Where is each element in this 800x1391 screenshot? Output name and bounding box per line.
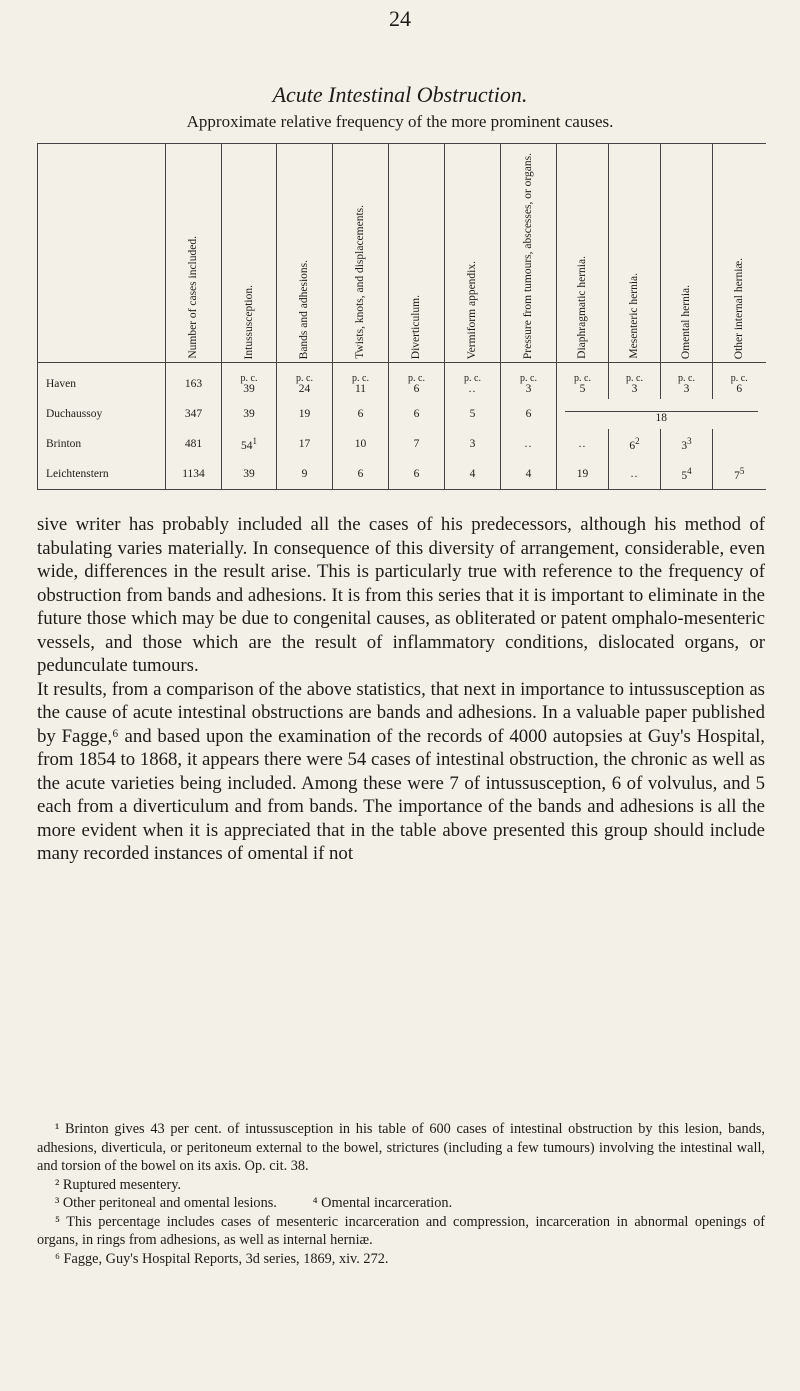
table-cell: 6 xyxy=(389,459,445,490)
table-header-row xyxy=(38,144,766,363)
row-label: Haven xyxy=(38,363,166,400)
body-text xyxy=(37,513,765,866)
table-cell: .. xyxy=(501,429,557,459)
header-intussusception: Intussusception. xyxy=(222,144,277,363)
table-cell: p. c. 3 xyxy=(501,363,557,400)
footnote: ² Ruptured mesentery. xyxy=(55,1176,182,1193)
header-source xyxy=(38,144,166,363)
table-cell: $6^2$ xyxy=(609,429,661,459)
header-cases: Number of cases included. xyxy=(166,144,222,363)
table-cell: 19 xyxy=(557,459,609,490)
footnote: ³ Other peritoneal and omental lesions. ⁴ Omental incarceration. xyxy=(55,1195,453,1211)
header-diverticulum: Diverticulum. xyxy=(389,144,445,363)
header-mesenteric: Mesenteric hernia. xyxy=(609,144,661,363)
table-cell: 481 xyxy=(166,429,222,459)
table-cell: .. xyxy=(609,459,661,490)
table-cell: 163 xyxy=(166,363,222,400)
table-cell: 6 xyxy=(333,459,389,490)
row-label: Leichtenstern xyxy=(38,459,166,490)
table-cell: p. c. 3 xyxy=(661,363,713,400)
table-cell: $5^4$ xyxy=(661,459,713,490)
table-row xyxy=(38,399,766,429)
paragraph: It results, from a comparison of the above statistics, that next in importance to intussusception as the cause of acute intestinal obstructions are bands and adhesions. In a valuable paper published by Fagge,⁶ and based upon the examination of the records of 4000 autopsies at Guy's Hospital, from 1854 to 1868, it appears there were 54 cases of intestinal obstruction, the chronic as well as the acute varieties being included. Among these were 7 of intussusception, 6 of volvulus, and 5 each from a diverticulum and from bands. The importance of the bands and adhesions is all the more evident when it is appreciated that in the table above presented this group should include many recorded instances of omental if not xyxy=(37,678,765,864)
header-diaphragmatic: Diaphragmatic hernia. xyxy=(557,144,609,363)
table-cell: $7^5$ xyxy=(713,459,766,490)
table-cell: p. c. 5 xyxy=(557,363,609,400)
table-cell: 19 xyxy=(277,399,333,429)
frequency-table xyxy=(37,143,766,490)
row-label: Brinton xyxy=(38,429,166,459)
table-cell: 4 xyxy=(501,459,557,490)
table-cell: 1134 xyxy=(166,459,222,490)
header-pressure: Pressure from tumours, abscesses, or organs. xyxy=(501,144,557,363)
table-cell: 6 xyxy=(389,399,445,429)
table-cell: 5 xyxy=(445,399,501,429)
table-cell: 6 xyxy=(501,399,557,429)
table-cell: 7 xyxy=(389,429,445,459)
footnote: ¹ Brinton gives 43 per cent. of intussusception in his table of 600 cases of intestinal obstruction by this lesion, bands, adhesions, diverticula, or peritoneum external to the bowel, strictures (including a few tumours) involving the intestinal wall, and torsion of the bowel on its axis. Op. cit. 38. xyxy=(37,1121,765,1174)
header-twists: Twists, knots, and displacements. xyxy=(333,144,389,363)
table-cell: 4 xyxy=(445,459,501,490)
header-appendix: Vermiform appendix. xyxy=(445,144,501,363)
table-cell xyxy=(713,429,766,459)
table-cell: 347 xyxy=(166,399,222,429)
row-label: Duchaussoy xyxy=(38,399,166,429)
merged-hernia-cell: 18 xyxy=(557,399,766,429)
table-cell: 39 xyxy=(222,399,277,429)
table-cell: p. c. 6 xyxy=(389,363,445,400)
table-cell: .. xyxy=(557,429,609,459)
table-cell: 6 xyxy=(333,399,389,429)
table-row xyxy=(38,363,766,400)
table-caption: Approximate relative frequency of the more prominent causes. xyxy=(186,112,614,131)
table-cell: p. c. 11 xyxy=(333,363,389,400)
footnote: ⁶ Fagge, Guy's Hospital Reports, 3d series, 1869, xiv. 272. xyxy=(55,1250,389,1267)
table-row xyxy=(38,429,766,459)
table-cell: p. c. 6 xyxy=(713,363,766,400)
table-cell: 39 xyxy=(222,459,277,490)
table-cell: p. c. 39 xyxy=(222,363,277,400)
table-cell: 10 xyxy=(333,429,389,459)
header-omental: Omental hernia. xyxy=(661,144,713,363)
table-cell: 17 xyxy=(277,429,333,459)
page-title: Acute Intestinal Obstruction. xyxy=(272,82,528,107)
header-other: Other internal herniæ. xyxy=(713,144,766,363)
table-cell: p. c. 24 xyxy=(277,363,333,400)
brace xyxy=(565,405,758,412)
header-bands: Bands and adhesions. xyxy=(277,144,333,363)
page-number: 24 xyxy=(389,6,411,31)
table-cell: 9 xyxy=(277,459,333,490)
table-cell: 3 xyxy=(445,429,501,459)
table-row xyxy=(38,459,766,490)
footnotes xyxy=(37,1120,765,1268)
footnote: ⁵ This percentage includes cases of mesenteric incarceration and compression, incarceration in abnormal openings of organs, in rings from adhesions, as well as internal herniæ. xyxy=(37,1213,765,1248)
table-cell: $3^3$ xyxy=(661,429,713,459)
table-cell: p. c. 3 xyxy=(609,363,661,400)
table-cell: p. c. .. xyxy=(445,363,501,400)
paragraph: sive writer has probably included all the cases of his predecessors, although his method of tabulating varies materially. In consequence of this diversity of arrangement, considerable, even wide, differences in the result arise. This is particularly true with reference to the frequency of obstruction from bands and adhesions. It is from this series that it is important to eliminate in the future those which may be due to congenital causes, as obliterated or patent omphalo-mesenteric vessels, and those which are the result of inflammatory conditions, dislocated organs, or pedunculate tumours. xyxy=(37,514,765,676)
table-cell: $54^1$ xyxy=(222,429,277,459)
